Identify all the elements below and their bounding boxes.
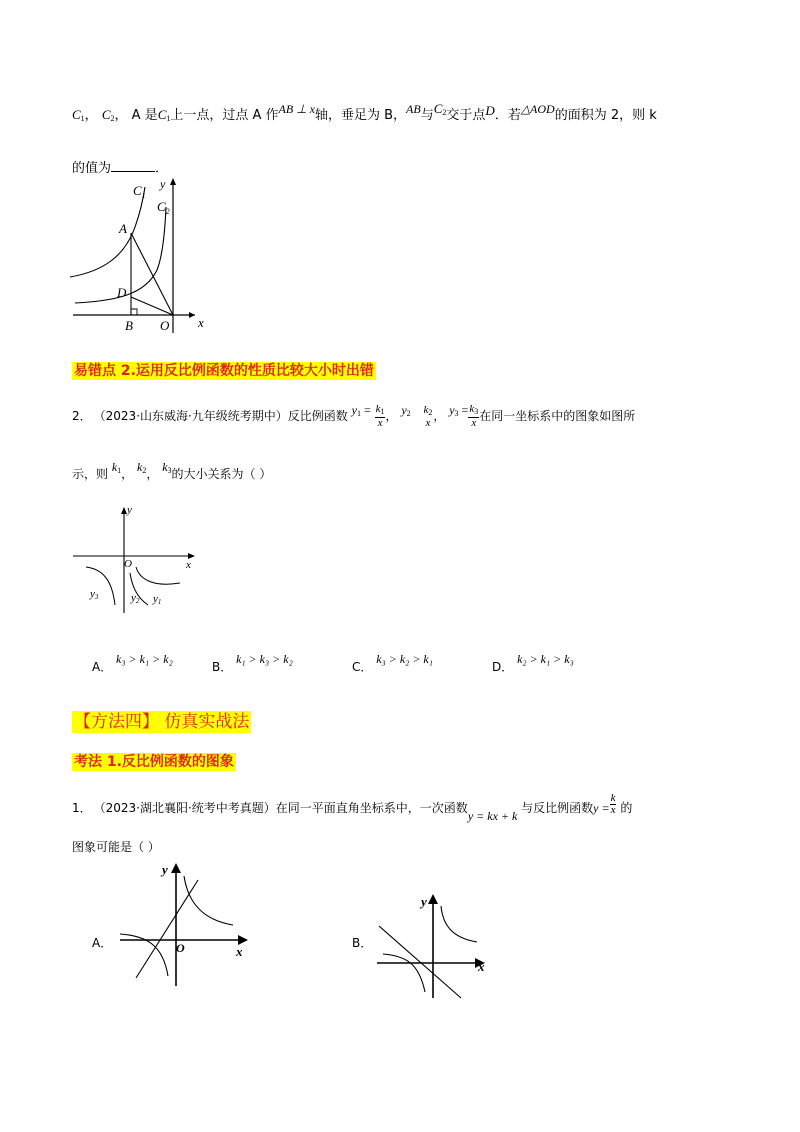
tip2-heading: 易错点 2.运用反比例函数的性质比较大小时出错: [74, 363, 374, 379]
q2-option-d[interactable]: D． k₂ > k₁ > k₃: [492, 652, 574, 674]
q2-line2: 示，则 $k_1$， $k_2$， $k_3$的大小关系为（ ）: [72, 460, 272, 481]
method4-heading: 【方法四】 仿真实战法: [74, 712, 250, 732]
curve-c1: [70, 187, 145, 277]
label-b: B: [125, 318, 133, 333]
q1-line2: 图象可能是（ ）: [72, 840, 160, 854]
answer-blank[interactable]: [111, 159, 155, 172]
label-o: O: [124, 558, 132, 570]
label-y1: y1: [153, 593, 162, 606]
y-axis-arrow-icon: [170, 178, 176, 185]
y-axis-arrow-icon: [171, 863, 181, 873]
y-axis-arrow-icon: [428, 894, 438, 904]
q1-option-b[interactable]: B．: [352, 936, 373, 950]
label-c1: $C_1$: [133, 183, 146, 200]
label-y: y: [127, 505, 132, 516]
x-axis-arrow-icon: [189, 312, 195, 318]
c1b-symbol: $C_1$: [157, 107, 171, 123]
label-a: A: [119, 221, 127, 236]
q1-option-a[interactable]: A．: [92, 936, 113, 950]
label-y2: y2: [131, 592, 140, 605]
fraction-k2-over-x: $k_2$ x: [423, 403, 433, 429]
label-x: x: [478, 959, 485, 974]
segment-ao: [131, 233, 173, 315]
label-y: y: [162, 862, 168, 877]
figure-option-a[interactable]: [118, 858, 258, 988]
label-o: O: [160, 318, 170, 333]
curve-y1: [136, 567, 180, 584]
label-o: O: [176, 941, 185, 955]
q2-option-b[interactable]: B． k₁ > k₃ > k₂: [212, 652, 293, 674]
kaofa1-heading: 考法 1.反比例函数的图象: [74, 754, 234, 770]
label-y3: y3: [90, 588, 99, 601]
right-angle-mark: [131, 309, 137, 315]
fraction-k3-over-x: $\frac{k_3}{x}$: [469, 403, 479, 429]
label-d: D: [117, 285, 127, 300]
q2-line1: 2． （2023·山东威海·九年级统考期中）反比例函数 $y_1$ = $\frac{k_1}{x}$ ， $y_2$ $k_2$ x ， $y_3$ = $\frac{k_3}{x}$ 在同一坐标系中的图象如图所: [72, 403, 636, 429]
label-y: y: [160, 177, 166, 191]
hyperbola-branch-1: [184, 876, 233, 925]
fraction-k-over-x: $\frac{k}{x}$: [610, 792, 616, 816]
fraction-k1-over-x: $\frac{k_1}{x}$: [375, 403, 385, 429]
label-y: y: [421, 894, 427, 909]
linear-function-line: [379, 926, 461, 998]
linear-function-line: [136, 880, 198, 978]
figure-three-hyperbolas: [68, 505, 208, 615]
q1-line1: 1． （2023·湖北襄阳·统考中考真题）在同一平面直角坐标系中，一次函数y = kx + k 与反比例函数y = $\frac{k}{x}$ 的: [72, 792, 633, 823]
c1-symbol: $C_1$: [72, 107, 85, 123]
prev-question-line2: 的值为 ．: [72, 161, 169, 176]
hyperbola-branch-1: [441, 906, 477, 942]
c2b-symbol: $C_2$: [433, 101, 447, 117]
q2-option-c[interactable]: C． k₃ > k₂ > k₁: [352, 652, 433, 674]
label-x: x: [198, 315, 204, 330]
label-c2: $C_2$: [157, 199, 170, 216]
q2-option-a[interactable]: A． k₃ > k₁ > k₂: [92, 652, 173, 674]
prev-question-line1: $C_1$， $C_2$， A 是$C_1$上一点，过点 A 作AB ⊥ x轴，垂足为 B，AB与$C_2$交于点D．若△AOD的面积为 2，则 k: [72, 101, 657, 123]
figure-option-b[interactable]: [375, 890, 495, 1002]
hyperbola-branch-3: [383, 954, 425, 992]
label-x: x: [186, 559, 191, 571]
figure-hyperbola-triangle: [65, 175, 220, 335]
label-x: x: [236, 944, 243, 959]
c2-symbol: $C_2$: [101, 107, 115, 123]
